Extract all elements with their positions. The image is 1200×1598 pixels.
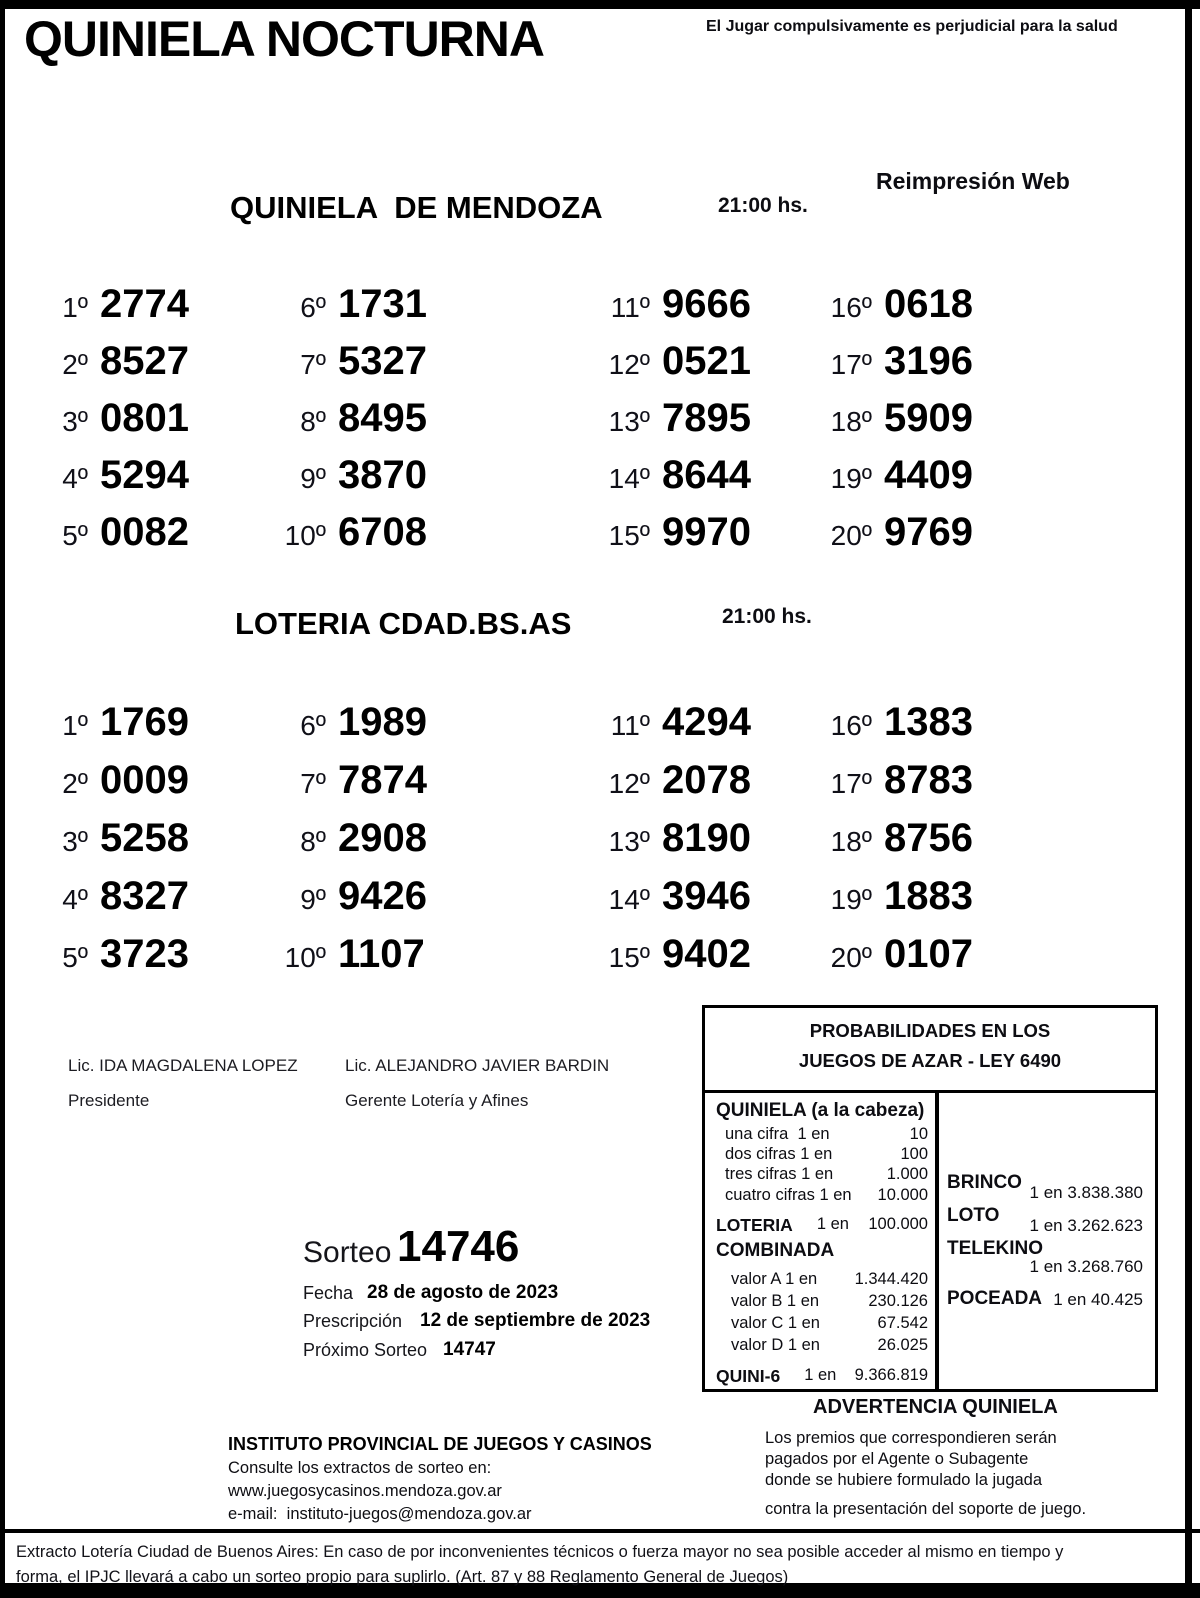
result-position: 16º xyxy=(830,292,872,323)
signature-name: Lic. IDA MAGDALENA LOPEZ xyxy=(68,1056,298,1075)
fecha-value: 28 de agosto de 2023 xyxy=(367,1282,559,1303)
result-cell xyxy=(250,751,560,809)
result-cell xyxy=(560,693,782,751)
result-number: 8644 xyxy=(662,453,751,497)
result-position: 15º xyxy=(608,942,650,973)
footer-line: Extracto Lotería Ciudad de Buenos Aires: En caso de por inconvenientes técnicos o fuerza mayor no sea posible acceder al mismo en tiempo y xyxy=(16,1543,1064,1561)
result-cell xyxy=(560,504,782,561)
result-cell xyxy=(250,390,560,447)
result-number: 9769 xyxy=(884,510,973,554)
advertencia-line: Los premios que correspondieren serán xyxy=(765,1429,1057,1447)
result-position: 20º xyxy=(830,520,872,551)
result-number: 5294 xyxy=(100,453,189,497)
poceada-odds: 1 en 40.425 xyxy=(1053,1290,1143,1309)
result-cell xyxy=(250,925,560,983)
probabilities-title-line1: PROBABILIDADES EN LOS xyxy=(809,1020,1051,1041)
result-number: 1989 xyxy=(338,700,427,744)
result-number: 0009 xyxy=(100,758,189,802)
odds-label: dos cifras 1 en xyxy=(725,1145,833,1163)
result-number: 3196 xyxy=(884,339,973,383)
result-cell xyxy=(30,693,250,751)
result-position: 2º xyxy=(62,349,88,380)
result-number: 5909 xyxy=(884,396,973,440)
mendoza-section-title: QUINIELA DE MENDOZA xyxy=(230,190,603,225)
loteria-odds-value: 100.000 xyxy=(868,1215,928,1233)
mendoza-results-grid xyxy=(30,276,1060,561)
result-position: 13º xyxy=(608,826,650,857)
result-number: 7895 xyxy=(662,396,751,440)
footer-legal-text xyxy=(16,1540,1063,1590)
result-cell xyxy=(30,867,250,925)
sorteo-label: Sorteo xyxy=(303,1236,392,1269)
result-position: 13º xyxy=(608,406,650,437)
odds-row xyxy=(725,1165,928,1184)
result-cell xyxy=(250,867,560,925)
result-number: 1107 xyxy=(338,932,425,976)
page-border-right xyxy=(1185,0,1192,1598)
mendoza-draw-time: 21:00 hs. xyxy=(718,194,808,217)
result-number: 7874 xyxy=(338,758,427,802)
result-position: 19º xyxy=(830,884,872,915)
result-cell xyxy=(30,809,250,867)
odds-label: valor C 1 en xyxy=(731,1314,820,1332)
result-cell xyxy=(30,333,250,390)
poceada-label: POCEADA xyxy=(947,1288,1043,1309)
result-number: 8495 xyxy=(338,396,427,440)
result-cell xyxy=(250,693,560,751)
quini6-odds-value: 9.366.819 xyxy=(854,1366,928,1384)
odds-row xyxy=(725,1186,928,1205)
result-cell xyxy=(30,925,250,983)
institute-name: INSTITUTO PROVINCIAL DE JUEGOS Y CASINOS xyxy=(228,1434,652,1454)
odds-value: 26.025 xyxy=(877,1336,928,1354)
result-number: 3870 xyxy=(338,453,427,497)
result-cell xyxy=(782,867,1060,925)
advertencia-line: contra la presentación del soporte de juego. xyxy=(765,1500,1087,1518)
loteria-odds-mid: 1 en xyxy=(816,1215,849,1233)
result-number: 5327 xyxy=(338,339,427,383)
bsas-section-title: LOTERIA CDAD.BS.AS xyxy=(235,606,572,641)
result-position: 1º xyxy=(62,710,88,741)
probabilities-column-divider xyxy=(935,1090,939,1389)
result-cell xyxy=(782,447,1060,504)
result-position: 18º xyxy=(830,406,872,437)
result-number: 8327 xyxy=(100,874,189,918)
result-position: 10º xyxy=(284,942,326,973)
prescripcion-label: Prescripción xyxy=(303,1311,403,1331)
signature-manager xyxy=(345,1056,609,1111)
result-position: 15º xyxy=(608,520,650,551)
footer-line: forma, el IPJC llevará a cabo un sorteo propio para suplirlo. (Art. 87 y 88 Reglamento General de Juegos) xyxy=(16,1568,789,1586)
result-number: 0618 xyxy=(884,282,973,326)
result-position: 14º xyxy=(608,884,650,915)
loto-odds: 1 en 3.262.623 xyxy=(1029,1216,1143,1235)
result-number: 8527 xyxy=(100,339,189,383)
result-number: 1769 xyxy=(100,700,189,744)
result-position: 10º xyxy=(284,520,326,551)
result-cell xyxy=(560,447,782,504)
signature-name: Lic. ALEJANDRO JAVIER BARDIN xyxy=(345,1056,610,1075)
result-position: 7º xyxy=(300,768,326,799)
prescripcion-value: 12 de septiembre de 2023 xyxy=(420,1310,651,1331)
result-number: 4294 xyxy=(662,700,751,744)
odds-value: 1.000 xyxy=(886,1165,928,1183)
result-number: 8190 xyxy=(662,816,751,860)
signature-role: Gerente Lotería y Afines xyxy=(345,1091,529,1110)
odds-row xyxy=(731,1292,928,1311)
probabilities-header-divider xyxy=(705,1090,1155,1093)
result-position: 12º xyxy=(608,349,650,380)
odds-label: valor D 1 en xyxy=(731,1336,820,1354)
result-position: 16º xyxy=(830,710,872,741)
quini6-odds-label: QUINI-6 xyxy=(716,1366,781,1386)
result-position: 11º xyxy=(610,710,650,741)
result-cell xyxy=(782,693,1060,751)
page-title: QUINIELA NOCTURNA xyxy=(24,11,545,67)
odds-value: 100 xyxy=(900,1145,928,1163)
result-cell xyxy=(560,751,782,809)
result-number: 1731 xyxy=(338,282,427,326)
advertencia-line: pagados por el Agente o Subagente xyxy=(765,1450,1029,1468)
combinada-odds-header: COMBINADA xyxy=(716,1240,835,1261)
result-position: 17º xyxy=(830,349,872,380)
page-border-top xyxy=(0,0,1200,9)
telekino-label: TELEKINO xyxy=(947,1238,1044,1259)
result-number: 9426 xyxy=(338,874,427,918)
health-warning: El Jugar compulsivamente es perjudicial para la salud xyxy=(706,18,1118,35)
result-cell xyxy=(782,504,1060,561)
result-number: 1883 xyxy=(884,874,973,918)
result-position: 9º xyxy=(300,463,326,494)
result-cell xyxy=(560,333,782,390)
result-position: 3º xyxy=(62,826,88,857)
result-number: 9666 xyxy=(662,282,751,326)
result-cell xyxy=(30,276,250,333)
result-position: 6º xyxy=(300,710,326,741)
result-cell xyxy=(560,925,782,983)
result-position: 17º xyxy=(830,768,872,799)
advertencia-title: ADVERTENCIA QUINIELA xyxy=(813,1396,1058,1418)
result-position: 4º xyxy=(62,463,88,494)
institute-website: www.juegosycasinos.mendoza.gov.ar xyxy=(228,1482,502,1500)
reprint-web-label: Reimpresión Web xyxy=(876,168,1070,194)
result-number: 4409 xyxy=(884,453,973,497)
quini6-odds-mid: 1 en xyxy=(804,1366,837,1384)
result-position: 14º xyxy=(608,463,650,494)
odds-label: tres cifras 1 en xyxy=(725,1165,834,1183)
brinco-odds: 1 en 3.838.380 xyxy=(1029,1183,1143,1202)
odds-value: 10 xyxy=(909,1125,928,1143)
result-cell xyxy=(560,390,782,447)
result-cell xyxy=(782,276,1060,333)
footer-divider xyxy=(0,1529,1200,1533)
odds-row xyxy=(725,1125,928,1144)
result-number: 2078 xyxy=(662,758,751,802)
result-number: 2774 xyxy=(100,282,189,326)
result-position: 9º xyxy=(300,884,326,915)
result-cell xyxy=(782,333,1060,390)
fecha-label: Fecha xyxy=(303,1283,354,1303)
advertencia-line: donde se hubiere formulado la jugada xyxy=(765,1471,1043,1489)
result-position: 2º xyxy=(62,768,88,799)
signature-role: Presidente xyxy=(68,1091,150,1110)
odds-row xyxy=(731,1336,928,1355)
result-position: 6º xyxy=(300,292,326,323)
odds-label: una cifra 1 en xyxy=(725,1125,830,1143)
institute-consult-line: Consulte los extractos de sorteo en: xyxy=(228,1459,492,1477)
result-cell xyxy=(30,447,250,504)
loteria-odds-label: LOTERIA xyxy=(716,1215,793,1235)
sorteo-number: 14746 xyxy=(397,1222,520,1271)
loteria-odds-row xyxy=(716,1215,928,1236)
telekino-odds: 1 en 3.268.760 xyxy=(1029,1257,1143,1276)
result-position: 1º xyxy=(62,292,88,323)
result-position: 3º xyxy=(62,406,88,437)
result-cell xyxy=(30,390,250,447)
odds-value: 1.344.420 xyxy=(854,1270,928,1288)
odds-label: valor A 1 en xyxy=(731,1270,818,1288)
proximo-sorteo-label: Próximo Sorteo xyxy=(303,1340,428,1360)
page-border-left xyxy=(0,0,5,1598)
institute-email: e-mail: instituto-juegos@mendoza.gov.ar xyxy=(228,1505,532,1523)
signature-president xyxy=(68,1056,298,1111)
bsas-draw-time: 21:00 hs. xyxy=(722,605,812,628)
result-cell xyxy=(250,809,560,867)
result-cell xyxy=(782,925,1060,983)
odds-label: valor B 1 en xyxy=(731,1292,820,1310)
result-cell xyxy=(30,504,250,561)
result-cell xyxy=(560,276,782,333)
result-number: 8756 xyxy=(884,816,973,860)
result-cell xyxy=(250,333,560,390)
odds-label: cuatro cifras 1 en xyxy=(725,1186,852,1204)
result-number: 3946 xyxy=(662,874,751,918)
result-cell xyxy=(250,276,560,333)
result-cell xyxy=(782,809,1060,867)
result-position: 7º xyxy=(300,349,326,380)
loto-label: LOTO xyxy=(947,1205,1000,1226)
result-number: 0521 xyxy=(662,339,751,383)
odds-value: 67.542 xyxy=(877,1314,928,1332)
odds-row xyxy=(731,1270,928,1289)
result-number: 3723 xyxy=(100,932,189,976)
result-cell xyxy=(30,751,250,809)
quini6-odds-row xyxy=(716,1366,928,1387)
bsas-results-grid xyxy=(30,693,1060,983)
result-position: 11º xyxy=(610,292,650,323)
result-cell xyxy=(560,809,782,867)
probabilities-title-line2: JUEGOS DE AZAR - LEY 6490 xyxy=(798,1050,1062,1071)
result-cell xyxy=(782,751,1060,809)
result-number: 5258 xyxy=(100,816,189,860)
result-position: 5º xyxy=(62,942,88,973)
odds-value: 230.126 xyxy=(868,1292,928,1310)
odds-row xyxy=(731,1314,928,1333)
odds-value: 10.000 xyxy=(877,1186,928,1204)
result-cell xyxy=(560,867,782,925)
result-cell xyxy=(250,447,560,504)
result-number: 1383 xyxy=(884,700,973,744)
result-position: 20º xyxy=(830,942,872,973)
result-number: 9402 xyxy=(662,932,751,976)
result-position: 18º xyxy=(830,826,872,857)
result-number: 6708 xyxy=(338,510,427,554)
result-number: 0082 xyxy=(100,510,189,554)
proximo-sorteo-value: 14747 xyxy=(443,1339,496,1360)
result-position: 5º xyxy=(62,520,88,551)
result-number: 8783 xyxy=(884,758,973,802)
advertencia-text xyxy=(765,1428,1086,1520)
odds-row xyxy=(725,1145,928,1164)
probabilities-box xyxy=(702,1005,1158,1392)
result-position: 8º xyxy=(300,826,326,857)
result-number: 9970 xyxy=(662,510,751,554)
result-position: 4º xyxy=(62,884,88,915)
result-number: 0107 xyxy=(884,932,973,976)
result-position: 12º xyxy=(608,768,650,799)
result-position: 8º xyxy=(300,406,326,437)
result-number: 0801 xyxy=(100,396,189,440)
quiniela-odds-header: QUINIELA (a la cabeza) xyxy=(716,1100,925,1121)
result-number: 2908 xyxy=(338,816,427,860)
result-position: 19º xyxy=(830,463,872,494)
result-cell xyxy=(782,390,1060,447)
result-cell xyxy=(250,504,560,561)
brinco-label: BRINCO xyxy=(947,1172,1022,1193)
